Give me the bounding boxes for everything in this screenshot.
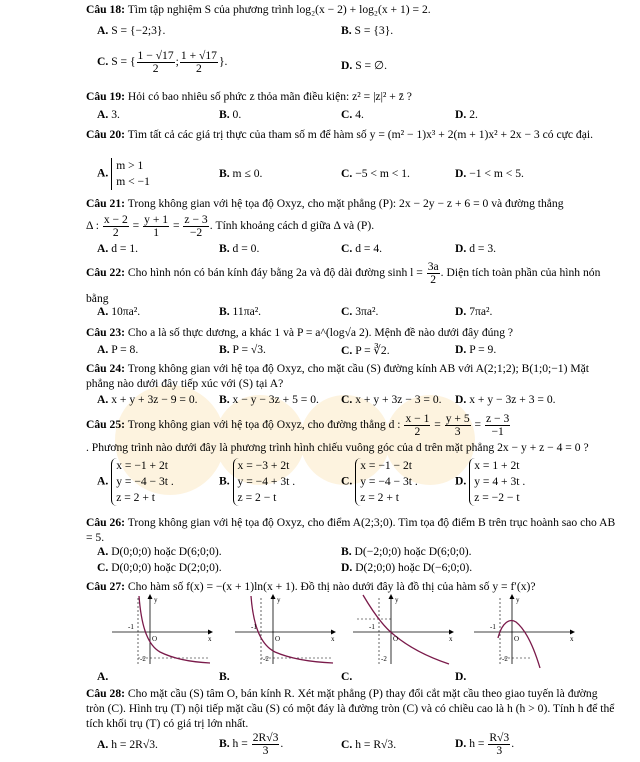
svg-text:-1: -1 [490, 623, 496, 631]
svg-text:x: x [449, 635, 453, 643]
svg-text:O: O [393, 635, 399, 643]
question-25: Câu 25: Trong không gian với hệ tọa độ Oxyz, cho đường thẳng d : $\frac{x - 1}{2}$ = $\frac{y + 5}{3}$ = $\frac{z - 3}{-1}$ [86, 411, 510, 438]
q21-options: A. d = 1. B. d = 0. C. d = 4. D. d = 3. [97, 242, 497, 255]
q20-options: A. m > 1 m < −1 B. m ≤ 0. C. −5 < m < 1. D. −1 < m < 5. [97, 159, 524, 188]
graph-d-label: D. [455, 670, 467, 683]
q22-options: A. 10πa². B. 11πa². C. 3πa². D. 7πa². [97, 305, 493, 318]
q24-options: A. x + y + 3z − 9 = 0. B. x − y − 3z + 5 = 0. C. x + y + 3z − 3 = 0. D. x + y − 3z + 3 = 0. [97, 393, 556, 406]
graph-a [108, 592, 218, 670]
svg-text:y: y [277, 596, 281, 604]
q19-options: A. 3. B. 0. C. 4. D. 2. [97, 108, 478, 121]
graph-c-label: C. [341, 670, 353, 683]
q28-options: A. h = 2R√3. B. h = $\frac{2R√3}{3}$ . C. h = R√3. D. h = $\frac{R√3}{3}$ . [97, 731, 515, 757]
q25-options: A. x = −1 + 2t y = −4 − 3t . z = 2 + t B. x = −3 + 2t y = −4 + 3t . z = 2 − t C. x = −1 − 2t y = −4 − 3t . z = 2 + t D. x = 1 + 2t y = 4 + 3t . z = −2 − t [97, 459, 526, 504]
q18-options-ab: A. S = {−2;3}. B. S = {3}. [97, 24, 394, 37]
svg-text:y: y [516, 596, 520, 604]
question-28: Câu 28: Cho mặt cầu (S) tâm O, bán kính R. Xét mặt phẳng (P) thay đổi cắt mặt cầu theo giao tuyến là đường tròn (C). Hình trụ (T) nội tiếp mặt cầu (S) có một đáy là đường tròn (C) và có chiều cao là h (h > 0). Tính h để thể tích khối trụ (T) có giá trị lớn nhất. [86, 687, 615, 730]
question-25-line2: . Phương trình nào dưới đây là phương trình hình chiếu vuông góc của d trên mặt phẳng 2x − y + z − 4 = 0 ? [86, 441, 589, 454]
svg-text:-2: -2 [140, 655, 146, 663]
svg-text:-1: -1 [369, 623, 375, 631]
svg-text:y: y [395, 596, 399, 604]
svg-text:x: x [208, 635, 212, 643]
question-22: Câu 22: Cho hình nón có bán kính đáy bằng 2a và độ dài đường sinh l = $\frac{3a}{2}$ . Diện tích toàn phần của hình nón bằng [86, 259, 601, 305]
question-18: Câu 18: Tìm tập nghiệm S của phương trình log₂(x − 2) + log₂(x + 1) = 2. [86, 3, 431, 16]
q26-options-cd: C. D(0;0;0) hoặc D(2;0;0). D. D(2;0;0) hoặc D(−6;0;0). [97, 561, 473, 574]
question-23: Câu 23: Cho a là số thực dương, a khác 1 và P = a^(log√a 2). Mệnh đề nào dưới đây đúng ? [86, 326, 514, 339]
q26-options-ab: A. D(0;0;0) hoặc D(6;0;0). B. D(−2;0;0) hoặc D(6;0;0). [97, 545, 472, 558]
svg-text:-2: -2 [502, 655, 508, 663]
svg-text:O: O [152, 635, 158, 643]
question-21-line2: Δ : $\frac{x - 2}{2}$ = $\frac{y + 1}{1}$ = $\frac{z - 3}{-2}$ . Tính khoảng cách d giữa Δ và (P). [86, 212, 375, 239]
svg-text:-2: -2 [381, 655, 387, 663]
q23-options: A. P = 8. B. P = √3. C. P = ∛2. D. P = 9. [97, 343, 497, 357]
question-21: Câu 21: Trong không gian với hệ tọa độ Oxyz, cho mặt phẳng (P): 2x − 2y − z + 6 = 0 và đường thẳng [86, 197, 564, 210]
svg-text:y: y [154, 596, 158, 604]
graph-b [231, 592, 341, 670]
question-19: Câu 19: Hỏi có bao nhiêu số phức z thỏa mãn điều kiện: z² = |z|² + z̄ ? [86, 90, 412, 103]
question-26: Câu 26: Trong không gian với hệ tọa độ Oxyz, cho điểm A(2;3;0). Tìm tọa độ điểm B trên trục hoành sao cho AB = 5. [86, 516, 616, 544]
svg-text:O: O [514, 635, 520, 643]
svg-text:x: x [331, 635, 335, 643]
question-20: Câu 20: Tìm tất cả các giá trị thực của tham số m để hàm số y = (m² − 1)x³ + 2(m + 1)x² + 2x − 3 có cực đại. [86, 128, 593, 141]
question-24: Câu 24: Trong không gian với hệ tọa độ Oxyz, cho mặt cầu (S) đường kính AB với A(2;1;2); B(1;0;−1) Mặt phẳng nào dưới đây tiếp xúc với (S) tại A? [86, 362, 590, 390]
graph-a-label: A. [97, 670, 109, 683]
graph-d [470, 592, 580, 670]
question-27: Câu 27: Cho hàm số f(x) = −(x + 1)ln(x + 1). Đồ thị nào dưới đây là đồ thị của hàm số y = f′(x)? [86, 580, 536, 593]
q18-options-cd: C. S = { $\frac{1 - √17}{2}$ ; $\frac{1 + √17}{2}$ }. D. S = ∅. [97, 49, 387, 75]
graph-c [349, 592, 459, 670]
svg-text:-1: -1 [251, 623, 257, 631]
graph-b-label: B. [219, 670, 230, 683]
svg-text:-1: -1 [128, 623, 134, 631]
svg-text:-2: -2 [263, 655, 269, 663]
svg-text:x: x [570, 635, 574, 643]
svg-text:O: O [275, 635, 281, 643]
